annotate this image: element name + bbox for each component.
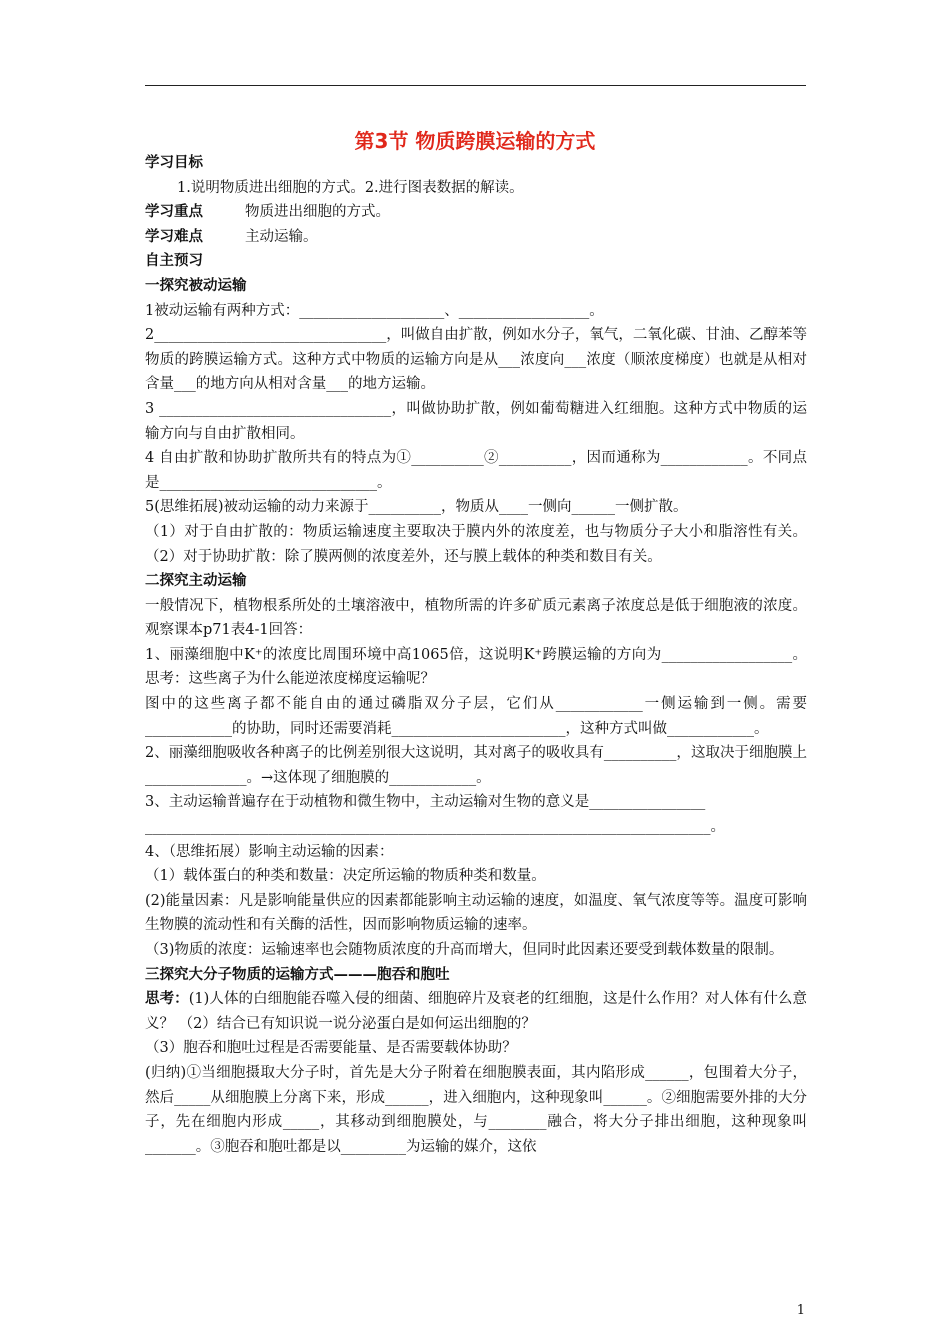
s2-line-7: 4、（思维拓展）影响主动运输的因素：: [145, 843, 394, 860]
key-points-row: [145, 200, 807, 225]
objectives-text: 1.说明物质进出细胞的方式。2.进行图表数据的解读。: [177, 179, 524, 196]
preview-heading: 自主预习: [145, 253, 203, 270]
s1-line-5: 5(思维拓展)被动运输的动力来源于__________，物质从____一侧向______一侧扩散。: [145, 499, 688, 516]
s1-line-2: 2________________________________，叫做自由扩散，例如水分子，氧气，二氧化碳、甘油、乙醇苯等物质的跨膜运输方式。这种方式中物质的运输方向是从___浓度向___浓度（顺浓度梯度）也就是从相对含量___的地方向从相对含量___的地方运输。: [145, 327, 807, 393]
s3-line-1: [145, 987, 807, 1036]
header-rule: [145, 85, 806, 86]
document-body: [145, 151, 807, 1159]
s3-line-3: (归纳)①当细胞摄取大分子时，首先是大分子附着在细胞膜表面，其内陷形成______，包围着大分子，然后_____从细胞膜上分离下来，形成______，进入细胞内，这种现象叫______。②细胞需要外排的大分子，先在细胞内形成_____，其移动到细胞膜处，与________融合，将大分子排出细胞，这种现象叫_______。③胞吞和胞吐都是以_________为运输的媒介，这依: [145, 1064, 807, 1155]
s2-line-8: （1）载体蛋白的种类和数量：决定所运输的物质种类和数量。: [145, 868, 546, 885]
s2-line-10: （3)物质的浓度：运输速率也会随物质浓度的升高而增大，但同时此因素还要受到载体数量的限制。: [145, 942, 784, 958]
key-points-text: 物质进出细胞的方式。: [245, 204, 390, 221]
s2-line-3: 图中的这些离子都不能自由的通过磷脂双分子层，它们从____________一侧运输到一侧。需要____________的协助，同时还需要消耗________________________，这种方式叫做____________。: [145, 696, 807, 737]
s3-line-2: （3）胞吞和胞吐过程是否需要能量、是否需要载体协助？: [145, 1040, 517, 1057]
s1-line-3: 3 ________________________________，叫做协助扩散，例如葡萄糖进入红细胞。这种方式中物质的运输方向与自由扩散相同。: [145, 400, 807, 442]
s3-line-1-text: (1)人体的白细胞能吞噬入侵的细菌、细胞碎片及衰老的红细胞，这是什么作用？对人体有什么意义？ （2）结合已有知识说一说分泌蛋白是如何运出细胞的？: [145, 991, 808, 1032]
s2-line-5: 3、主动运输普遍存在于动植物和微生物中，主动运输对生物的意义是________________: [145, 794, 706, 811]
difficulty-text: 主动运输。: [245, 228, 318, 245]
section3-heading: 三探究大分子物质的运输方式———胞吞和胞吐: [145, 966, 450, 983]
s2-line-9: (2)能量因素：凡是影响能量供应的因素都能影响主动运输的速度，如温度、氧气浓度等等。温度可影响生物膜的流动性和有关酶的活性，因而影响物质运输的速率。: [145, 892, 807, 934]
s1-line-4: 4 自由扩散和协助扩散所共有的特点为①__________②__________，因而通称为____________。不同点是______________________________。: [145, 450, 807, 491]
key-points-label: 学习重点: [145, 204, 203, 221]
difficulty-label: 学习难点: [145, 228, 203, 245]
section1-heading: 一探究被动运输: [145, 277, 247, 294]
section2-heading: 二探究主动运输: [145, 573, 247, 590]
s2-line-1: 一般情况下，植物根系所处的土壤溶液中，植物所需的许多矿质元素离子浓度总是低于细胞液的浓度。观察课本p71表4-1回答：: [145, 597, 807, 639]
difficulty-row: [145, 225, 807, 250]
page-title: 第3节 物质跨膜运输的方式: [354, 129, 596, 153]
s1-line-1: 1被动运输有两种方式：____________________、__________________。: [145, 302, 604, 319]
page-number: 1: [796, 1303, 805, 1318]
objectives-heading: 学习目标: [145, 155, 203, 171]
s2-line-4: 2、丽藻细胞吸收各种离子的比例差别很大这说明，其对离子的吸收具有__________，这取决于细胞膜上______________。→这体现了细胞膜的____________。: [145, 745, 807, 786]
s1-line-6: （1）对于自由扩散的：物质运输速度主要取决于膜内外的浓度差，也与物质分子大小和脂溶性有关。（2）对于协助扩散：除了膜两侧的浓度差外，还与膜上载体的种类和数目有关。: [145, 523, 807, 565]
think-label: 思考：: [145, 991, 189, 1008]
s2-line-6: ______________________________________________________________________________。: [145, 819, 725, 836]
s2-line-2: 1、丽藻细胞中K⁺的浓度比周围环境中高1065倍，这说明K⁺跨膜运输的方向为__________________。思考：这些离子为什么能逆浓度梯度运输呢？: [145, 646, 807, 688]
